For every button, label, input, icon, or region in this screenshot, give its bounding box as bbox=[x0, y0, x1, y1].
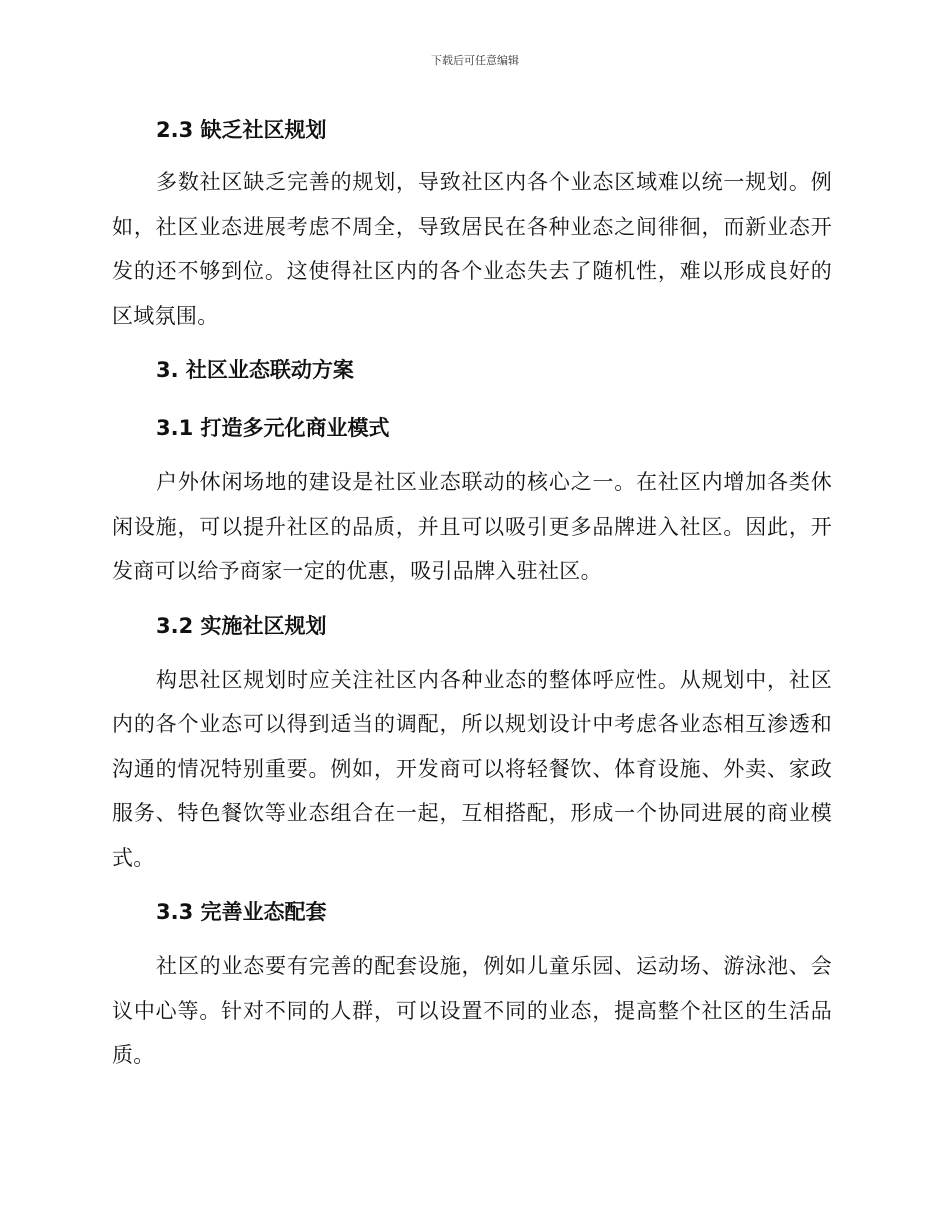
section-heading-3-3: 3.3 完善业态配套 bbox=[156, 900, 327, 924]
section-heading-3-2: 3.2 实施社区规划 bbox=[156, 613, 327, 638]
section-heading-3: 3. 社区业态联动方案 bbox=[156, 358, 354, 382]
document-body bbox=[112, 110, 832, 1078]
page-header-note: 下载后可任意编辑 bbox=[431, 54, 519, 67]
section-paragraph-3-2: 构思社区规划时应关注社区内各种业态的整体呼应性。从规划中，社区内的各个业态可以得到适当的调配，所以规划设计中考虑各业态相互渗透和沟通的情况特别重要。例如，开发商可以将轻餐饮、体育设施、外卖、家政服务、特色餐饮等业态组合在一起，互相搭配，形成一个协同进展的商业模式。 bbox=[112, 667, 832, 870]
section-paragraph-3-3: 社区的业态要有完善的配套设施，例如儿童乐园、运动场、游泳池、会议中心等。针对不同的人群，可以设置不同的业态，提高整个社区的生活品质。 bbox=[112, 954, 832, 1067]
section-heading-3-1: 3.1 打造多元化商业模式 bbox=[156, 416, 390, 440]
section-paragraph-3-1: 户外休闲场地的建设是社区业态联动的核心之一。在社区内增加各类休闲设施，可以提升社区的品质，并且可以吸引更多品牌进入社区。因此，开发商可以给予商家一定的优惠，吸引品牌入驻社区。 bbox=[112, 470, 832, 583]
section-heading-2-3: 2.3 缺乏社区规划 bbox=[156, 118, 327, 142]
section-paragraph-2-3: 多数社区缺乏完善的规划，导致社区内各个业态区域难以统一规划。例如，社区业态进展考虑不周全，导致居民在各种业态之间徘徊，而新业态开发的还不够到位。这使得社区内的各个业态失去了随机性，难以形成良好的区域氛围。 bbox=[112, 170, 832, 328]
